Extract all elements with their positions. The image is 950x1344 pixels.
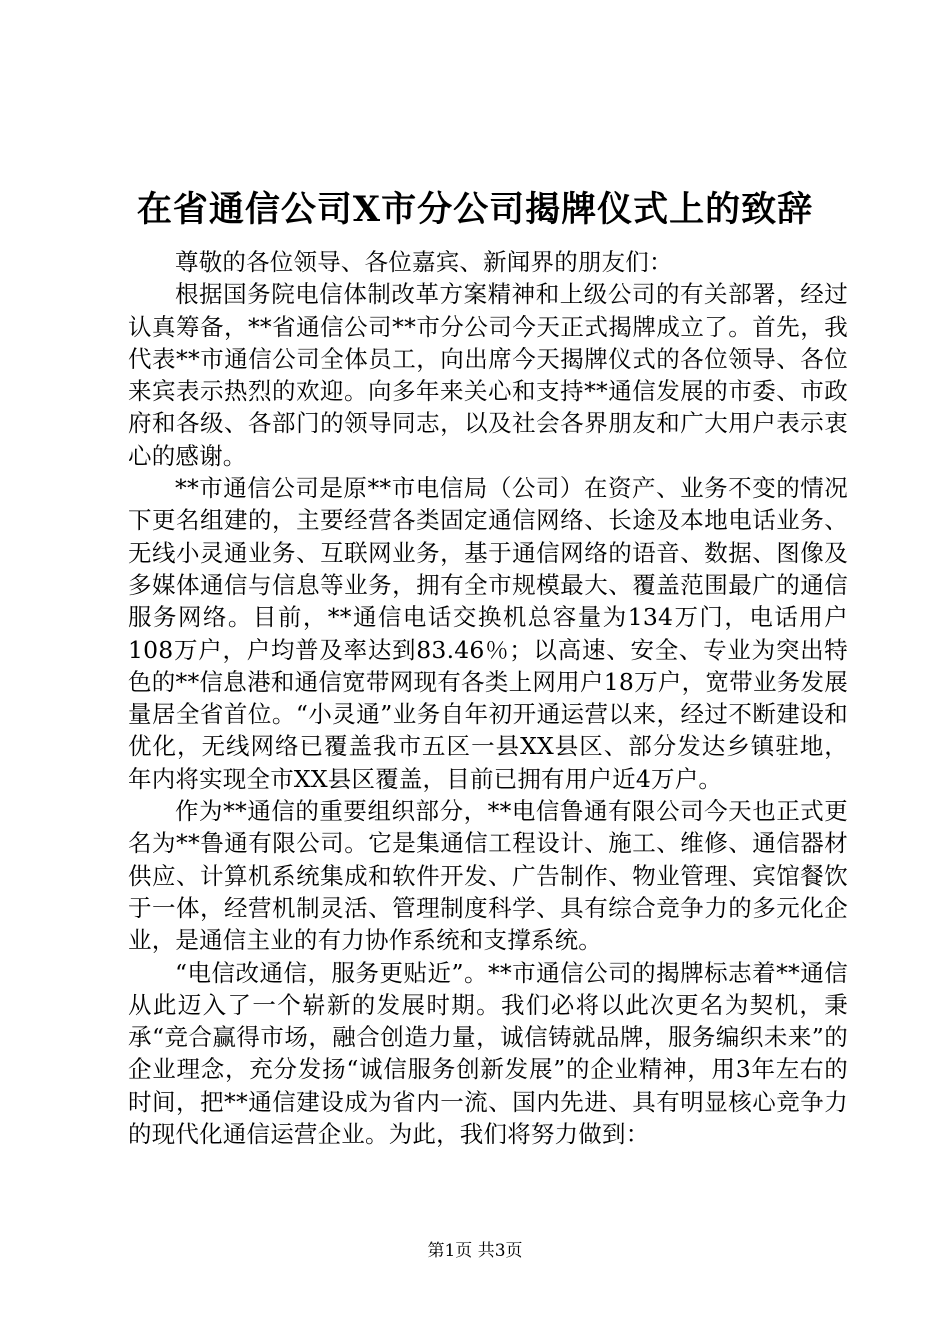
greeting-paragraph: 尊敬的各位领导、各位嘉宾、新闻界的朋友们：: [175, 248, 673, 276]
document-body: [128, 246, 848, 1150]
body-paragraph-4: “电信改通信，服务更贴近”。**市通信公司的揭牌标志着**通信从此迈入了一个崭新的发展时期。我们必将以此次更名为契机，秉承“竞合赢得市场，融合创造力量，诚信铸就品牌，服务编织未来”的企业理念，充分发扬“诚信服务创新发展”的企业精神，用3年左右的时间，把**通信建设成为省内一流、国内先进、具有明显核心竞争力的现代化通信运营企业。为此，我们将努力做到：: [128, 958, 848, 1149]
body-paragraph-3: 作为**通信的重要组织部分，**电信鲁通有限公司今天也正式更名为**鲁通有限公司。它是集通信工程设计、施工、维修、通信器材供应、计算机系统集成和软件开发、广告制作、物业管理、宾馆餐饮于一体，经营机制灵活、管理制度科学、具有综合竞争力的多元化企业，是通信主业的有力协作系统和支撑系统。: [128, 797, 848, 955]
body-paragraph-2: **市通信公司是原**市电信局（公司）在资产、业务不变的情况下更名组建的，主要经营各类固定通信网络、长途及本地电话业务、无线小灵通业务、互联网业务，基于通信网络的语音、数据、图像及多媒体通信与信息等业务，拥有全市规模最大、覆盖范围最广的通信服务网络。目前，**通信电话交换机总容量为134万门，电话用户108万户，户均普及率达到83.46％；以高速、安全、专业为突出特色的**信息港和通信宽带网现有各类上网用户18万户，宽带业务发展量居全省首位。“小灵通”业务自年初开通运营以来，经过不断建设和优化，无线网络已覆盖我市五区一县XX县区、部分发达乡镇驻地，年内将实现全市XX县区覆盖，目前已拥有用户近4万户。: [128, 474, 848, 793]
document-title: 在省通信公司X市分公司揭牌仪式上的致辞: [136, 189, 814, 230]
page-footer: 第1页 共3页: [427, 1241, 523, 1261]
body-paragraph-1: 根据国务院电信体制改革方案精神和上级公司的有关部署，经过认真筹备，**省通信公司**市分公司今天正式揭牌成立了。首先，我代表**市通信公司全体员工，向出席今天揭牌仪式的各位领导、各位来宾表示热烈的欢迎。向多年来关心和支持**通信发展的市委、市政府和各级、各部门的领导同志，以及社会各界朋友和广大用户表示衷心的感谢。: [128, 280, 848, 470]
